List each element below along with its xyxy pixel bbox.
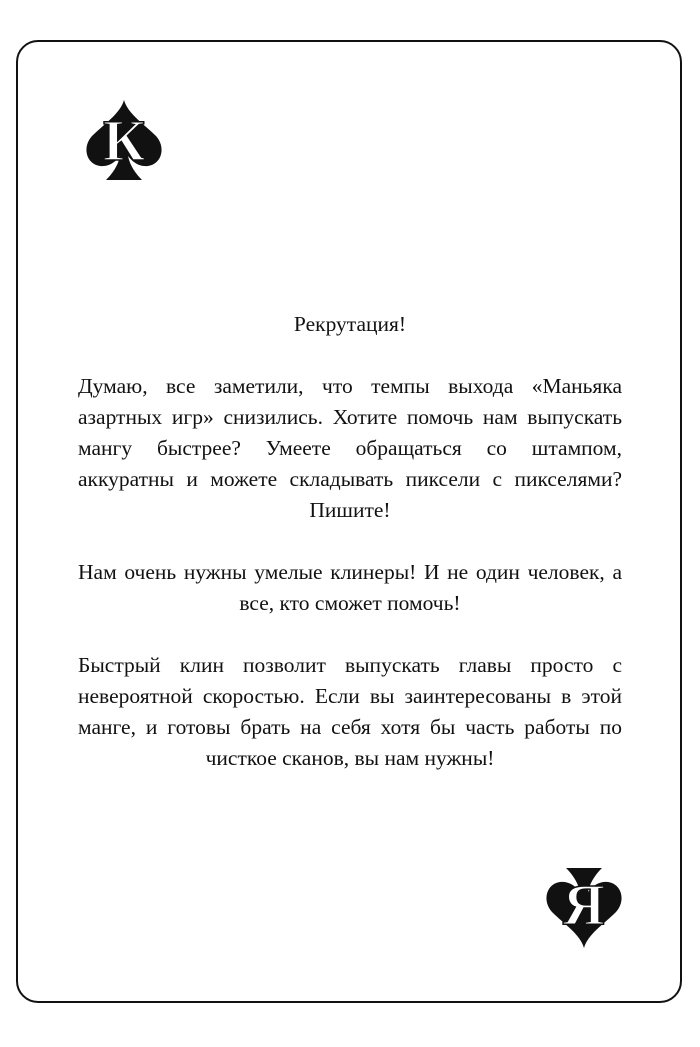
notice-card bbox=[16, 40, 682, 1003]
notice-title: Рекрутация! bbox=[293, 312, 407, 336]
monogram-letter-bottom: Я bbox=[563, 872, 605, 937]
monogram-letter-top: К bbox=[102, 108, 146, 173]
spade-monogram-icon bbox=[542, 862, 626, 954]
notice-paragraph: Думаю, все заметили, что темпы выхода «Маньяка азартных игр» снизились. Хотите помочь нам выпускать мангу быстрее? Умеете обращаться со штампом, аккуратны и можете складывать пиксели с пикселями? Пишите! bbox=[78, 374, 622, 522]
notice-paragraph: Нам очень нужны умелые клинеры! И не один человек, а все, кто сможет помочь! bbox=[78, 560, 622, 615]
spade-monogram-icon bbox=[82, 94, 166, 186]
notice-text-block bbox=[78, 309, 622, 805]
notice-paragraph: Быстрый клин позволит выпускать главы просто с невероятной скоростью. Если вы заинтересованы в этой манге, и готовы брать на себя хотя бы часть работы по чисткое сканов, вы нам нужны! bbox=[78, 653, 622, 770]
